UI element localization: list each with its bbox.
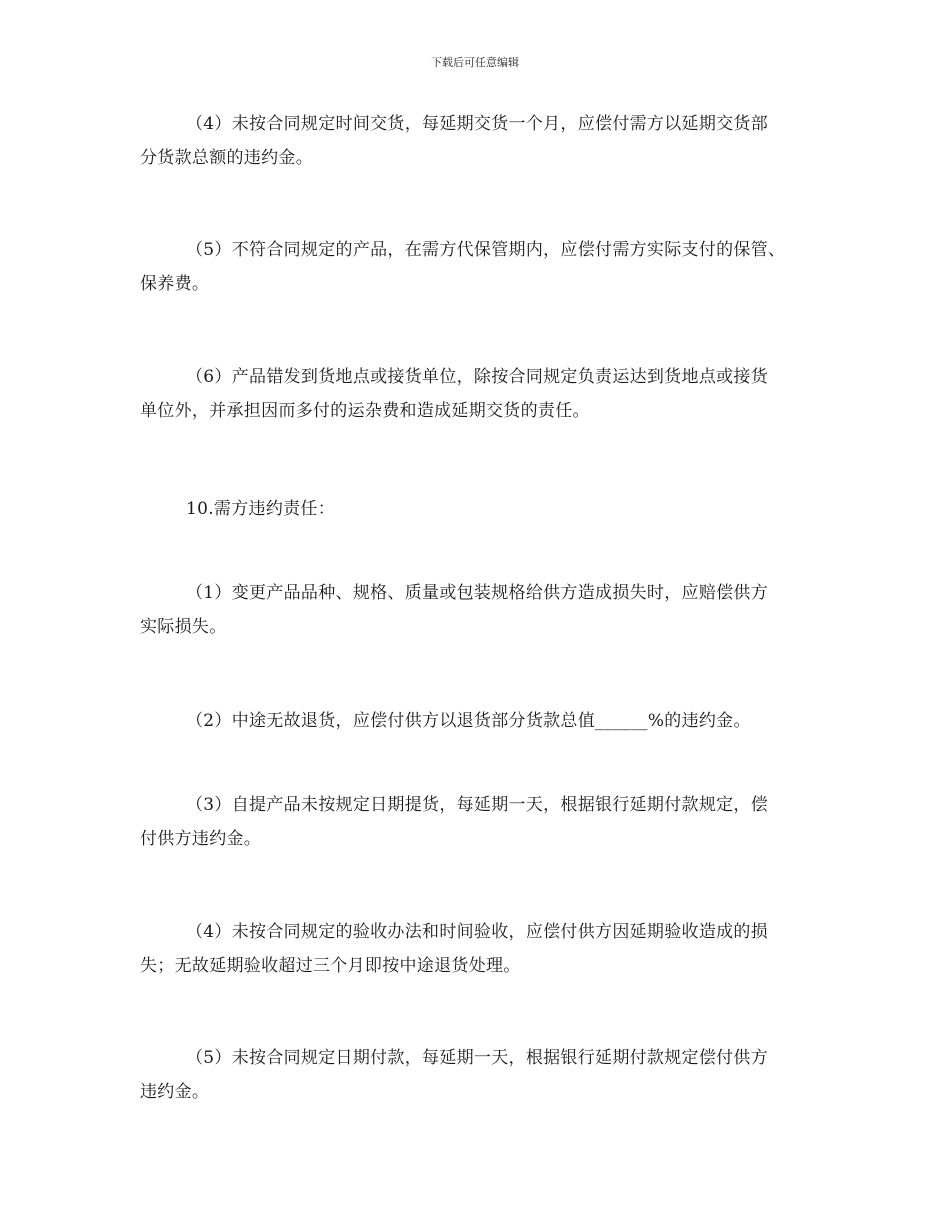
paragraph-buyer-clause-5 <box>140 1041 820 1109</box>
paragraph-line: （5）未按合同规定日期付款，每延期一天，根据银行延期付款规定偿付供方 <box>186 1048 769 1068</box>
paragraph-line: （3）自提产品未按规定日期提货，每延期一天，根据银行延期付款规定，偿 <box>186 795 769 815</box>
section-heading: 10.需方违约责任： <box>186 499 336 519</box>
paragraph-supplier-clause-6 <box>140 360 820 428</box>
paragraph-line: 违约金。 <box>140 1082 210 1102</box>
paragraph-line: 失；无故延期验收超过三个月即按中途退货处理。 <box>140 956 521 976</box>
paragraph-line: （1）变更产品品种、规格、质量或包装规格给供方造成损失时，应赔偿供方 <box>186 583 769 603</box>
paragraph-buyer-clause-3 <box>140 788 820 856</box>
paragraph-line: （4）未按合同规定的验收办法和时间验收，应偿付供方因延期验收造成的损 <box>186 922 769 942</box>
paragraph-line: 实际损失。 <box>140 617 227 637</box>
paragraph-buyer-clause-4 <box>140 915 820 983</box>
paragraph-line: （5）不符合同规定的产品，在需方代保管期内，应偿付需方实际支付的保管、 <box>186 240 786 260</box>
paragraph-buyer-clause-1 <box>140 576 820 644</box>
paragraph-line: 单位外，并承担因而多付的运杂费和造成延期交货的责任。 <box>140 401 590 421</box>
paragraph-line: 保养费。 <box>140 274 210 294</box>
paragraph-line: （4）未按合同规定时间交货，每延期交货一个月，应偿付需方以延期交货部 <box>186 114 769 134</box>
section-heading-buyer-liability <box>140 492 820 526</box>
paragraph-line: （2）中途无故退货，应偿付供方以退货部分货款总值______%的违约金。 <box>186 711 751 731</box>
paragraph-buyer-clause-2 <box>140 704 820 738</box>
paragraph-line: 分货款总额的违约金。 <box>140 148 313 168</box>
page-header: 下载后可任意编辑 <box>431 56 519 69</box>
paragraph-line: （6）产品错发到货地点或接货单位，除按合同规定负责运达到货地点或接货 <box>186 367 769 387</box>
paragraph-supplier-clause-5 <box>140 233 820 301</box>
paragraph-line: 付供方违约金。 <box>140 829 262 849</box>
paragraph-supplier-clause-4 <box>140 107 820 175</box>
